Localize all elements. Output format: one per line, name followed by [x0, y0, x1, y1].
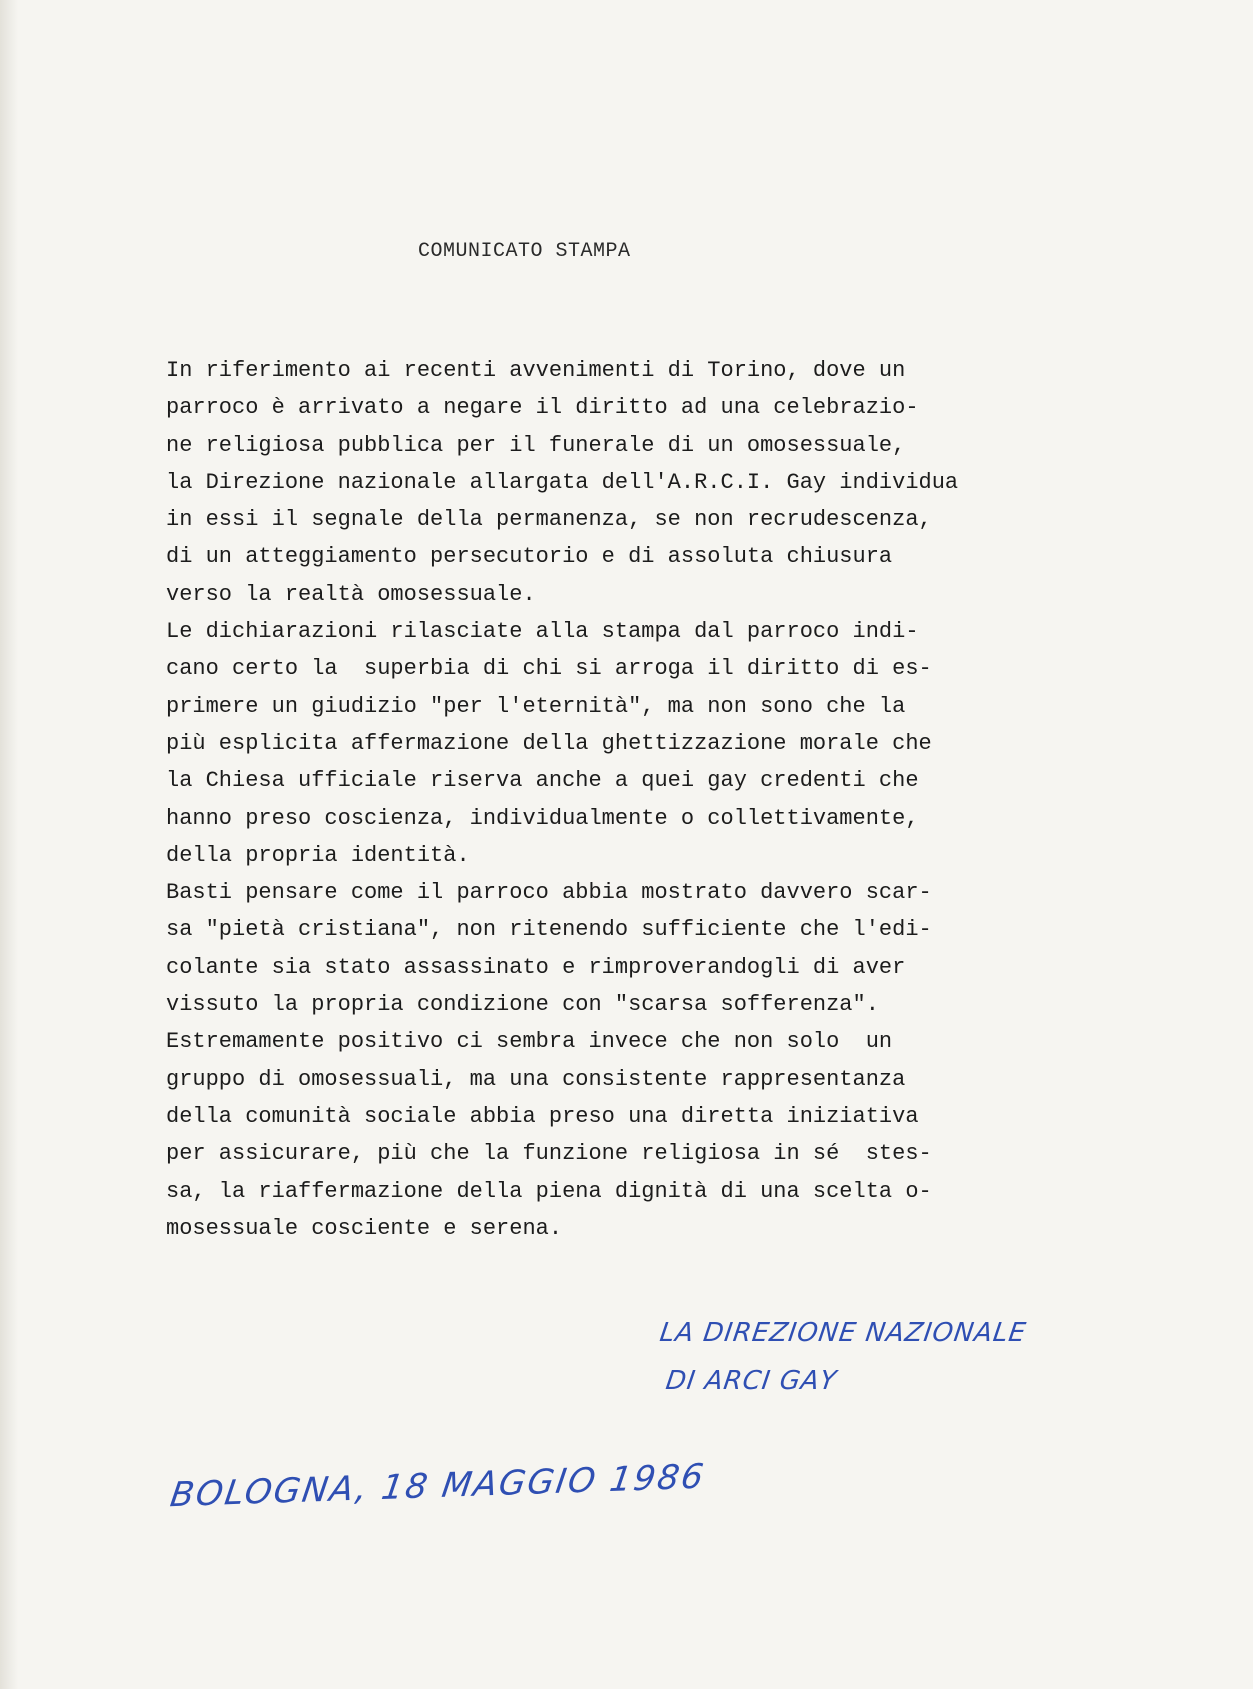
body-line: In riferimento ai recenti avvenimenti di Torino, dove un	[166, 358, 906, 383]
body-line: in essi il segnale della permanenza, se non recrudescenza,	[166, 507, 932, 533]
body-line: primere un giudizio "per l'eternità", ma non sono che la	[166, 693, 906, 719]
body-line: verso la realtà omosessuale.	[166, 581, 536, 607]
body-line: ne religiosa pubblica per il funerale di un omosessuale,	[166, 432, 906, 458]
body-line: per assicurare, più che la funzione religiosa in sé stes-	[166, 1141, 932, 1167]
body-line: colante sia stato assassinato e rimproverandogli di aver	[166, 954, 906, 980]
body-line: mosessuale cosciente e serena.	[166, 1215, 563, 1241]
document-body	[166, 352, 1066, 1247]
paper-fold-shadow	[0, 0, 18, 1689]
body-line: parroco è arrivato a negare il diritto ad una celebrazio-	[166, 395, 919, 421]
handwritten-place-date: BOLOGNA, 18 MAGGIO 1986	[167, 1456, 708, 1516]
body-line: la Chiesa ufficiale riserva anche a quei gay credenti che	[166, 768, 919, 794]
body-line: sa "pietà cristiana", non ritenendo sufficiente che l'edi-	[166, 917, 932, 943]
body-line: di un atteggiamento persecutorio e di assoluta chiusura	[166, 544, 893, 570]
body-line: gruppo di omosessuali, ma una consistente rappresentanza	[166, 1066, 906, 1092]
document-title: COMUNICATO STAMPA	[418, 240, 631, 263]
body-line: della propria identità.	[166, 842, 470, 868]
body-line: hanno preso coscienza, individualmente o collettivamente,	[166, 805, 919, 831]
body-line: la Direzione nazionale allargata dell'A.R.C.I. Gay individua	[166, 469, 959, 495]
handwritten-signature-line-2: DI ARCI GAY	[663, 1366, 839, 1396]
body-line: sa, la riaffermazione della piena dignità di una scelta o-	[166, 1178, 932, 1204]
body-line: vissuto la propria condizione con "scarsa sofferenza".	[166, 992, 879, 1018]
body-line: Basti pensare come il parroco abbia mostrato davvero scar-	[166, 880, 932, 906]
body-line: cano certo la superbia di chi si arroga il diritto di es-	[166, 656, 932, 682]
body-line: Le dichiarazioni rilasciate alla stampa dal parroco indi-	[166, 619, 919, 645]
handwritten-signature-line-1: LA DIREZIONE NAZIONALE	[657, 1318, 1029, 1348]
body-line: Estremamente positivo ci sembra invece che non solo un	[166, 1029, 893, 1055]
body-line: più esplicita affermazione della ghettizzazione morale che	[166, 730, 932, 756]
body-line: della comunità sociale abbia preso una diretta iniziativa	[166, 1103, 919, 1129]
